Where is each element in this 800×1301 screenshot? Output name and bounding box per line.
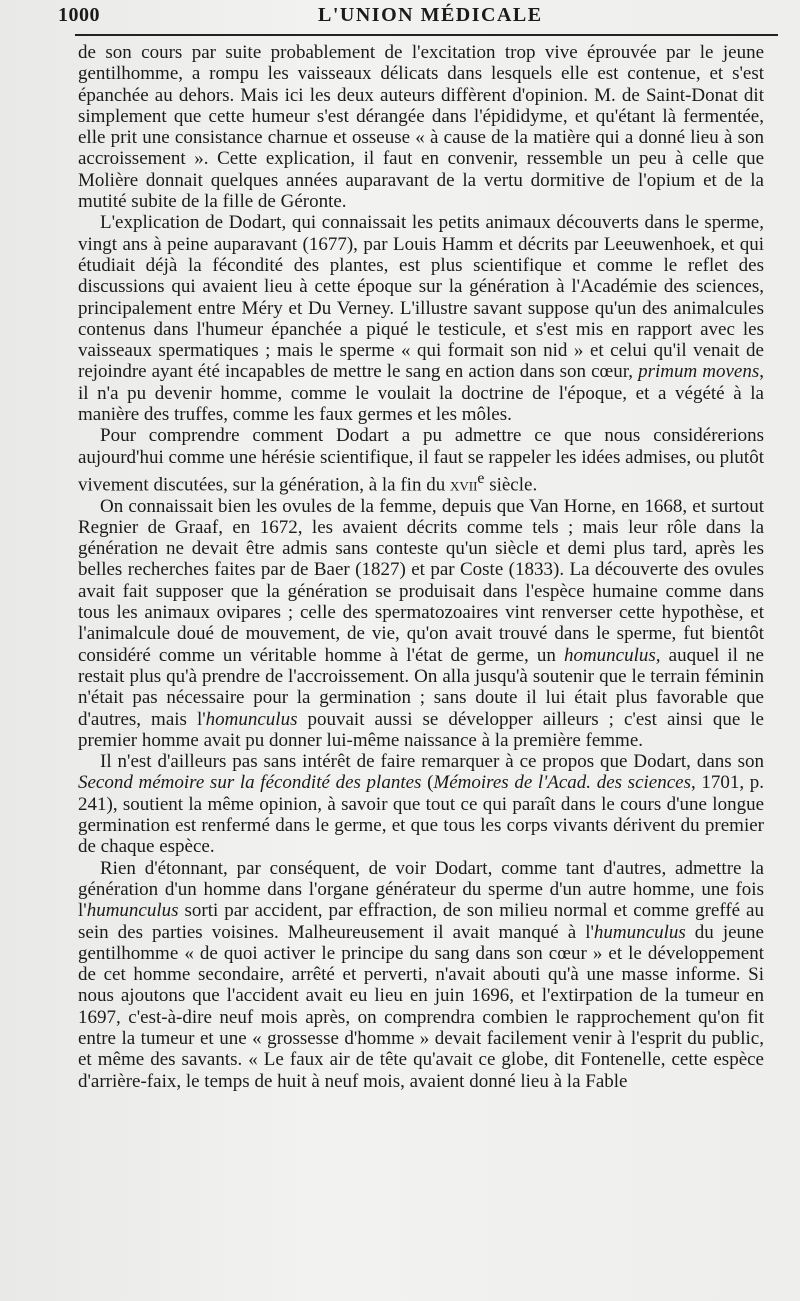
small-caps-run: xvii <box>449 474 478 496</box>
text-run: On connaissait bien les ovules de la femme, depuis que Van Horne, en 1668, et surtout Regnier de Graaf, en 1672, les avaient décrits comme tels ; mais leur rôle dans la génération ne devait être admis sans conteste qu'un siècle et demi plus tard, après les belles recherches faites par de Baer (1827) et par Coste (1833). La découverte des ovules avait fait supposer que la génération se produisait dans l'espèce humaine comme dans tous les animaux ovipares ; celle des spermatozoaires vint renverser cette hypothèse, et l'animalcule doué de mouvement, de vie, qu'on avait trouvé dans le sperme, fut bientôt considéré comme un véritable homme à l'état de germe, un <box>78 495 764 666</box>
text-run: auquel il ne restait plus qu'à prendre de l'accroissement. On alla jusqu'à soutenir que le terrain féminin n'était pas nécessaire pour la germination ; sans doute il lui était plus favorable que d'autres, mais l' <box>78 644 764 730</box>
running-title: L'UNION MÉDICALE <box>318 4 543 26</box>
text-run: Pour comprendre comment Dodart a pu admettre ce que nous considérerions aujourd'hui comme une hérésie scientifique, il faut se rappeler les idées admises, ou plutôt vivement discutées, sur la génération, à la fin du <box>78 425 764 496</box>
italic-run: Second mémoire sur la fécondité des plantes <box>78 772 422 794</box>
paragraph <box>78 858 764 1092</box>
text-run: sorti par accident, par effraction, de son milieu normal et comme greffé au sein des parties voisines. Malheureusement il avait manqué à l' <box>78 900 764 943</box>
paragraph <box>78 751 764 857</box>
text-run: du jeune gentilhomme « de quoi activer le principe du sang dans son cœur » et le développement de cet homme secondaire, arrêté et perverti, n'avait abouti qu'à une masse informe. Si nous ajoutons que l'accident avait eu lieu en juin 1696, et l'extirpation de la tumeur en 1697, c'est-à-dire neuf mois après, on comprendra combien le rapprochement qu'on fit entre la tumeur et une « grossesse d'homme » devait facilement venir à l'esprit du public, et même des savants. « Le faux air de tête qu'avait ce globe, dit Fontenelle, cette espèce d'arrière-faix, le temps de huit à neuf mois, avaient donné lieu à la Fable <box>78 921 764 1092</box>
paragraph <box>78 42 764 212</box>
text-run: siècle. <box>484 474 538 496</box>
text-run: , 1701, p. 241), soutient la même opinion, à savoir que tout ce qui paraît dans le cours d'une longue germination est renfermé dans le germe, et que tous les corps vivants dérivent du premier de chaque espèce. <box>78 772 765 858</box>
italic-run: humunculus <box>86 900 179 922</box>
text-run: de son cours par suite probablement de l'excitation trop vive éprouvée par le jeune gentilhomme, a rompu les vaisseaux délicats dans lesquels elle est contenue, et s'est épanchée au dehors. Mais ici les deux auteurs diffèrent d'opinion. M. de Saint-Donat dit simplement que cette humeur s'est dérangée dans l'épididyme, et qu'étant là fermentée, elle prit une consistance charnue et osseuse « à cause de la matière qui a donné lieu à son accroissement ». Cette explication, il faut en convenir, ressemble un peu à celle que Molière donnait quelques années auparavant de la vertu dormitive de l'opium et de la mutité subite de la fille de Géronte. <box>78 42 764 213</box>
text-run: Rien d'étonnant, par conséquent, de voir Dodart, comme tant d'autres, admettre la génération d'un homme dans l'organe générateur du sperme d'un autre homme, une fois l' <box>78 857 764 922</box>
superscript-run: e <box>477 469 485 487</box>
text-run: , il n'a pu devenir homme, comme le voulait la doctrine de l'époque, et a végété à la manière des truffes, comme les faux germes et les môles. <box>78 361 764 426</box>
paragraph <box>78 425 764 495</box>
page-number: 1000 <box>58 4 100 26</box>
italic-run: primum movens <box>638 361 760 383</box>
text-run: pouvait aussi se développer ailleurs ; c'est ainsi que le premier homme avait pu donner lui-même naissance à la première femme. <box>78 708 764 751</box>
text-run: Il n'est d'ailleurs pas sans intérêt de faire remarquer à ce propos que Dodart, dans son <box>100 751 764 773</box>
italic-run: Mémoires de l'Acad. des sciences <box>433 772 691 794</box>
text-run: L'explication de Dodart, qui connaissait les petits animaux découverts dans le sperme, vingt ans à peine auparavant (1677), par Louis Hamm et décrits par Leeuwenhoek, et qui étudiait déjà la fécondité des plantes, est plus scientifique et comme le reflet des discussions qui avaient lieu à cette époque sur la génération à l'Académie des sciences, principalement entre Méry et Du Verney. L'illustre savant suppose qu'un des animalcules contenus dans l'humeur épanchée a piqué le testicule, et s'est mis en rapport avec les vaisseaux spermatiques ; mais le sperme « qui formait son nid » et celui qu'il venait de rejoindre ayant été incapables de mettre le sang en action dans son cœur, <box>78 212 764 383</box>
italic-run: homunculus <box>205 708 298 730</box>
italic-run: homunculus, <box>563 644 661 666</box>
text-run: ( <box>421 772 434 794</box>
header-rule <box>75 34 778 36</box>
italic-run: humunculus <box>593 921 686 943</box>
paragraph <box>78 212 764 425</box>
paragraph <box>78 496 764 752</box>
body-text <box>78 42 764 1092</box>
page-header <box>58 4 790 30</box>
